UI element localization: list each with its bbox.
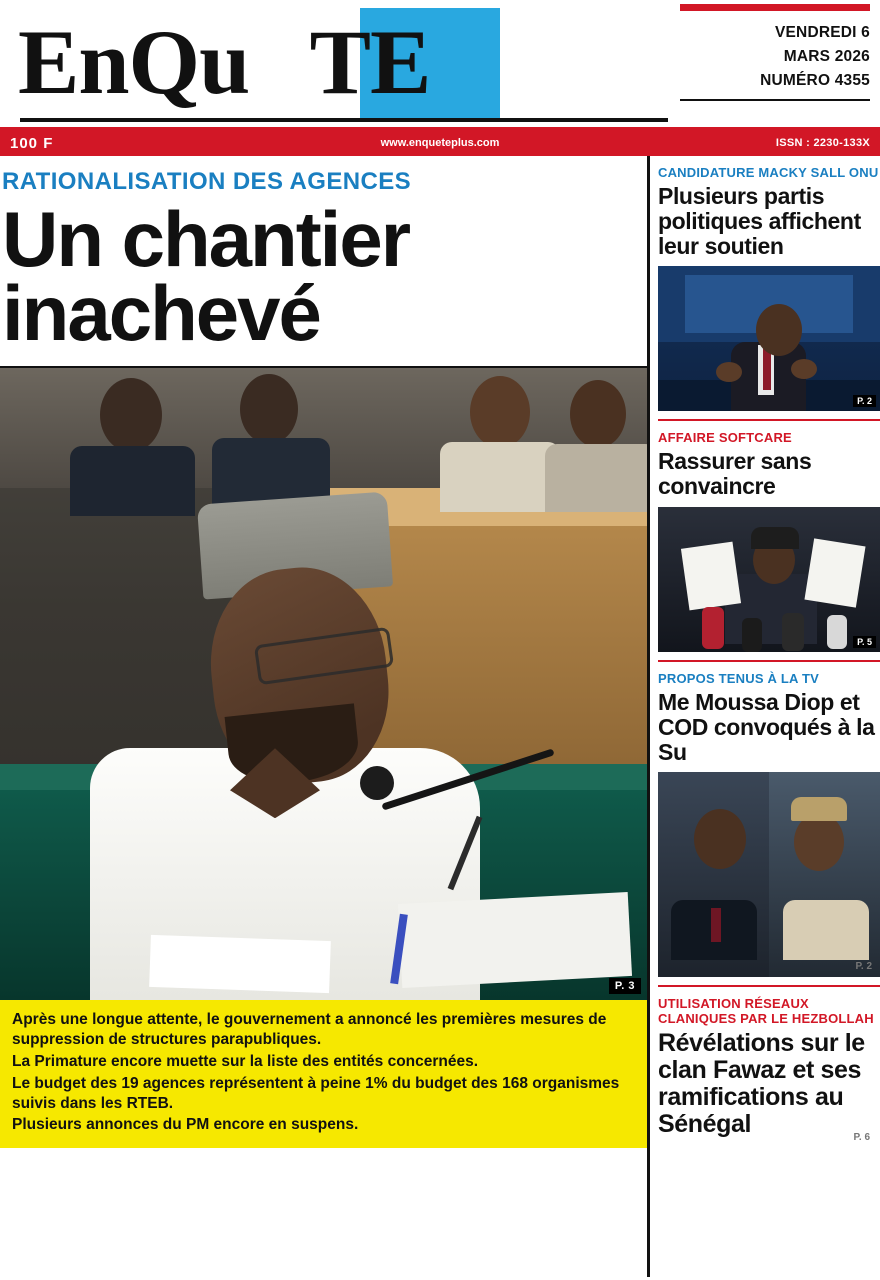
logo-text-q: Ê — [249, 11, 310, 113]
story-card-softcare[interactable] — [658, 421, 880, 662]
story-photo-2-microphone-4 — [827, 615, 847, 649]
story-headline-2: Rassurer sans convaincre — [658, 448, 812, 500]
newspaper-logo[interactable] — [0, 0, 690, 127]
lead-summary-line-4: Plusieurs annonces du PM encore en suspens. — [12, 1116, 359, 1134]
lead-headline — [0, 195, 647, 358]
lead-headline-line-1: Un chantier — [2, 195, 410, 283]
story-photo-2-document-right — [804, 538, 865, 607]
story-card-moussa-diop[interactable] — [658, 662, 880, 987]
story-headline-4: Révélations sur le clan Fawaz et ses ramifications au Sénégal — [658, 1029, 865, 1139]
story-headline-3: Me Moussa Diop et COD convoqués à la Su — [658, 688, 875, 765]
issue-info — [680, 4, 870, 101]
story-photo-3[interactable] — [658, 772, 880, 977]
lead-photo-background-person-2 — [240, 374, 298, 444]
lead-summary-box — [0, 1000, 647, 1148]
story-photo-1[interactable] — [658, 266, 880, 411]
story-card-macky-sall[interactable] — [658, 156, 880, 421]
story-photo-2-microphone-2 — [742, 618, 762, 652]
lead-photo-documents — [398, 892, 632, 988]
story-photo-3-cap-right — [791, 797, 847, 821]
lead-headline-line-2: inachevé — [2, 269, 320, 358]
lead-photo-background-body-4 — [545, 444, 647, 512]
issue-date-month: MARS 2026 — [783, 48, 870, 65]
story-photo-3-head-left — [694, 809, 746, 869]
lead-photo-background-person-3 — [470, 376, 530, 448]
story-kicker-2: AFFAIRE SOFTCARE — [658, 430, 792, 446]
story-photo-3-tie-left — [711, 908, 721, 942]
story-card-hezbollah[interactable] — [658, 987, 880, 1146]
website-link[interactable]: www.enqueteplus.com — [380, 137, 500, 149]
issue-number: NUMÉRO 4355 — [760, 72, 870, 89]
masthead — [0, 0, 880, 130]
story-kicker-1: CANDIDATURE MACKY SALL ONU — [658, 165, 879, 180]
issue-underline — [680, 99, 870, 101]
story-photo-1-hand-left — [716, 362, 742, 382]
story-photo-2-cap — [751, 527, 799, 549]
story-page-reference-2[interactable]: P. 5 — [853, 636, 876, 648]
story-photo-1-head — [756, 304, 802, 356]
issue-date-day: VENDREDI 6 — [774, 24, 870, 41]
lead-photo-documents-2 — [149, 935, 331, 993]
price-label: 100 F — [10, 134, 54, 152]
lead-photo[interactable] — [0, 368, 647, 1000]
logo-underline — [20, 118, 668, 122]
lead-summary-line-3: Le budget des 19 agences représentent à peine 1% du budget des 168 organismes suivis dans les RTEB. — [12, 1074, 620, 1112]
secondary-stories — [650, 156, 880, 1277]
story-photo-2-microphone-1 — [702, 607, 724, 649]
logo-text-part2: TE — [309, 11, 431, 113]
logo-wordmark — [18, 6, 430, 118]
story-headline-1: Plusieurs partis politiques affichent leur soutien — [658, 182, 861, 259]
lead-story[interactable] — [0, 156, 650, 1277]
microphone-icon — [360, 766, 394, 800]
story-photo-2[interactable] — [658, 507, 880, 652]
issue-red-bar — [680, 4, 870, 11]
lead-photo-background-person-4 — [570, 380, 626, 448]
lead-page-reference[interactable]: P. 3 — [609, 978, 641, 994]
story-photo-2-microphone-3 — [782, 613, 804, 651]
info-bar — [0, 130, 880, 156]
issn-label: ISSN : 2230-133X — [775, 137, 870, 149]
story-photo-3-body-right — [783, 900, 869, 960]
lead-summary-line-2: La Primature encore muette sur la liste des entités concernées. — [12, 1052, 479, 1070]
story-kicker-3: PROPOS TENUS À LA TV — [658, 671, 819, 687]
story-page-reference-4[interactable]: P. 6 — [853, 1132, 870, 1144]
lead-summary-line-1: Après une longue attente, le gouvernement a annoncé les premières mesures de suppression de structures parapubliques. — [12, 1011, 607, 1049]
story-kicker-4: UTILISATION RÉSEAUX CLANIQUES PAR LE HEZBOLLAH — [658, 996, 874, 1027]
lead-photo-background-person-1 — [100, 378, 162, 452]
logo-text-part1: EnQu — [18, 11, 250, 113]
story-page-reference-1[interactable]: P. 2 — [853, 395, 876, 407]
page-content — [0, 156, 880, 1277]
story-page-reference-3[interactable]: P. 2 — [855, 961, 872, 973]
story-photo-2-document-left — [681, 541, 741, 610]
lead-kicker: RATIONALISATION DES AGENCES — [2, 168, 412, 195]
